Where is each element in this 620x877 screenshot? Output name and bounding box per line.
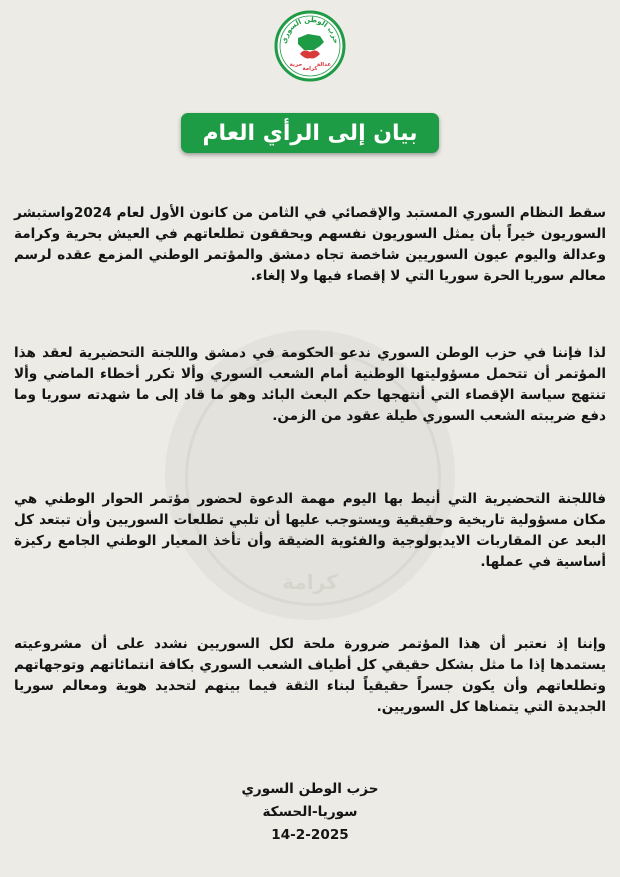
paragraph-2: لذا فإننا في حزب الوطن السوري ندعو الحكومة في دمشق واللجنة التحضيرية لعقد هذا المؤتمر أن تتحمل مسؤوليتها الوطنية أمام الشعب السوري وألا تكرر أخطاء الماضي وألا تنتهج سياسة الإقصاء التي أنتهجها حكم البعث البائد وهو ما قاد إلى ما شهدته سوريا وما دفع ضريبته الشعب السوري طيلة عقود من الزمن. [14,345,606,424]
signature-block [200,778,420,847]
paragraph-3: فاللجنة التحضيرية التي أنيط بها اليوم مهمة الدعوة لحضور مؤتمر الحوار الوطني هي مكان مسؤولية تاريخية وحقيقية ويستوجب عليها أن تلبي تطلعات السوريين وأن تبتعد كل البعد عن المقاربات الايديولوجية والفئوية الضيقة وأن تأخذ المعيار الوطني الجامع ركيزة أساسية في عملها. [14,491,606,570]
watermark-text: كرامة [282,570,338,594]
logo-motto-dignity: كرامة [302,66,318,72]
paragraph-1: سقط النظام السوري المستبد والإقصائي في الثامن من كانون الأول لعام 2024واستبشر السوريون خيراً بأن يمثل السوريون نفسهم ويحققون تطلعاتهم في العيش بحرية وكرامة وعدالة واليوم عيون السوريين شاخصة تجاه دمشق والمؤتمر الوطني المزمع عقده لرسم معالم سوريا الحرة سوريا التي لا إقصاء فيها ولا إلغاء. [14,205,606,284]
signature-location: سوريا-الحسكة [262,804,358,820]
logo-party-name: حزب الوطن السوري [280,15,340,45]
party-logo [274,10,346,82]
statement-title: بيان إلى الرأي العام [202,120,418,146]
signature-party-name: حزب الوطن السوري [241,781,379,797]
logo-motto-justice: عدالة [316,62,332,68]
signature-date: 14-2-2025 [271,827,349,843]
statement-title-banner [181,113,439,153]
logo-motto-freedom: حرية [289,62,303,68]
paragraph-4: وإننا إذ نعتبر أن هذا المؤتمر ضرورة ملحة لكل السوريين نشدد على أن مشروعيته يستمدها إذا ما مثل بشكل حقيقي كل أطياف الشعب السوري بكافة انتمائاتهم وتوجهاتهم وتطلعاتهم وأن يكون جسراً حقيقياً لبناء الثقة فيما بينهم لتحديد هوية ومعالم سوريا الجديدة التي يتمناها كل السوريين. [14,636,606,715]
